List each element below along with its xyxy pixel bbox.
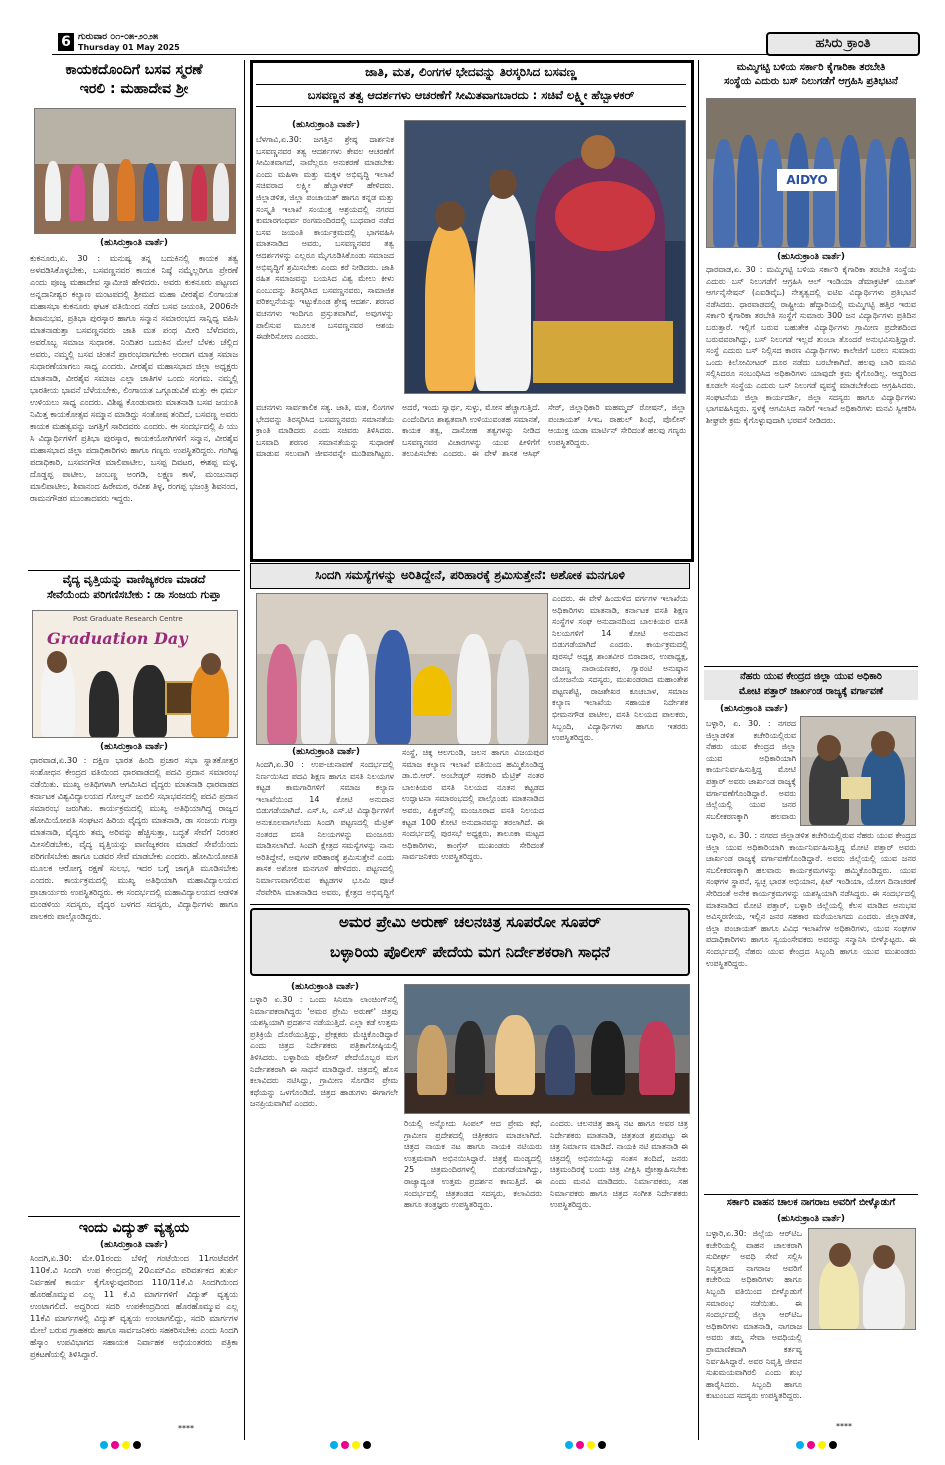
article-body-mid: ರಿಯಲ್ಲಿ ಅನ್ನೋದು ಸಿಂಪಲ್ ಆದ ಪ್ರೇಮ ಕಥೆ, ಗ್ರಾಮೀಣ ಪ್ರದೇಶದಲ್ಲಿ ಚಿತ್ರೀಕರಣ ಮಾಡಲಾಗಿದೆ. ಚಿತ್ರದ ನಾಯಕ ನಟ ಹಾಗೂ ನಾಯಕಿ ನಟಿಯರು ಉತ್ತಮವಾಗಿ ಅಭಿನಯಿಸಿದ್ದಾರೆ. ಚಿತ್ರಕ್ಕೆ ಮಂಡ್ಯದಲ್ಲಿ 25 ಚಿತ್ರಮಂದಿರಗಳಲ್ಲಿ ಬಿಡುಗಡೆಯಾಗಿದ್ದು, ರಾಜ್ಯಾದ್ಯಂತ ಉತ್ತಮ ಪ್ರದರ್ಶನ ಕಾಣುತ್ತಿದೆ. ಈ ಸಂದರ್ಭದಲ್ಲಿ ಚಿತ್ರತಂಡದ ಸದಸ್ಯರು, ಕಲಾವಿದರು ಹಾಗೂ ತಂತ್ರಜ್ಞರು ಉಪಸ್ಥಿತರಿದ್ದರು.	[404, 1119, 542, 1210]
article-divider	[28, 570, 240, 571]
farewell-photo	[808, 1228, 916, 1330]
byline: (ಹುಸಿರುಕ್ರಾಂತಿ ವಾರ್ತೆ)	[720, 704, 788, 714]
article-body: ಕುಕನೂರು,ಏ. 30 : ಮನುಷ್ಯ ತನ್ನ ಬದುಕಿನಲ್ಲಿ ಕಾಯಕ ತತ್ವ ಅಳವಡಿಸಿಕೊಳ್ಳಬೇಕು, ಬಸವಣ್ಣನವರ ಕಾಯಕ ನಿಷ್ಠೆ ನಮ್ಮೆಲ್ಲರಿಗೂ ಪ್ರೇರಣೆ ಎಂದು ಪೂಜ್ಯ ಮಹಾದೇವ ಸ್ವಾಮೀಜಿ ಹೇಳಿದರು. ಅವರು ಕುಕನೂರು ಪಟ್ಟಣದ ಅನ್ನದಾನೀಶ್ವರ ಕಲ್ಯಾಣ ಮಂಟಪದಲ್ಲಿ ಶ್ರೀಮದ ಮಹಾ ವೀರಶೈವ ಲಿಂಗಾಯತ ಮಹಾಸಭಾ ಕುಕನೂರು ಘಟಕ ವತಿಯಿಂದ ನಡೆದ ಬಸವ ಜಯಂತಿ, 2006ನೇ ಶಿವಾನುಭವ, ಪ್ರತಿಭಾ ಪುರಸ್ಕಾರ ಹಾಗೂ ಸನ್ಮಾನ ಸಮಾರಂಭದ ಸಾನ್ನಿಧ್ಯ ವಹಿಸಿ ಮಾತನಾಡುತ್ತಾ ಬಸವಣ್ಣನವರು ಜಾತಿ ಮತ ಪಂಥ ಮೀರಿ ಬೆಳೆದವರು, ಅವರೊಬ್ಬ ಸಮಾಜ ಸುಧಾರಕ. ನಿಂದಿತರ ಬದುಕಿನ ಮೇಲೆ ಬೆಳಕು ಚೆಲ್ಲಿದ ಅವರು, ನಮ್ಮಲ್ಲಿ ಬಸವ ಚಿಂತನೆ ಪ್ರಾರಂಭವಾಗಬೇಕು ಅಂದಾಗ ಮಾತ್ರ ಸಮಾಜ ಸುಧಾರಣೆಯಾಗಲು ಸಾಧ್ಯ ಎಂದರು. ವೀರಶೈವ ಮಹಾಸಭಾದ ಜಿಲ್ಲಾ ಅಧ್ಯಕ್ಷರು ಮಾತನಾಡಿ, ವೀರಶೈವ ಸಮಾಜ ಎಲ್ಲಾ ಜಾತಿಗಳ ಒಂದು ಸಂಗಮ. ನಮ್ಮಲ್ಲಿ ಭಾರತೀಯ ಭಾವನೆ ಬೆಳೆಯಬೇಕು, ಲಿಂಗಾಯತ ಒಗ್ಗೂಡುವಿಕೆ ಮತ್ತು ಈ ಧರ್ಮ ಉಳಿಯಲು ಸಾಧ್ಯ ಎಂದರು. ವಿಶಿಷ್ಟ ಕೊಂಡುವಾರು ಮಾತನಾಡಿ ಬಸವ ಜಯಂತಿ ನಿಮಿತ್ತ ಕಾಯಕೋತ್ಸವ ಸಮ್ಮಾನ ಮಾಡಿದ್ದು ಸಂತೋಷ ತಂದಿದೆ, ಬಸವಣ್ಣ ಅವರು ಕಾಯಕ ಮಹತ್ವವನ್ನು ಜಗತ್ತಿಗೆ ಸಾರಿದವರು ಎಂದರು. ಈ ಸಂದರ್ಭದಲ್ಲಿ ಪಿ ಯು ಸಿ ವಿದ್ಯಾರ್ಥಿಗಳಿಗೆ ಪ್ರತಿಭಾ ಪುರಸ್ಕಾರ, ಕಾಯಕಯೋಗಿಗಳಿಗೆ ಸನ್ಮಾನ, ವೀರಶೈವ ಮಹಾಸಭಾದ ಜಿಲ್ಲಾ ಪದಾಧಿಕಾರಿಗಳು ಹಾಗೂ ಗಣ್ಯರು ಉಪಸ್ಥಿತರಿದ್ದರು. ಗಂಗಿಷ್ಟ ಪದಾಧಿಕಾರಿ, ಬಸವನಗೌಡ ಮಾಲಿಪಾಟೀಲ, ಬಸಪ್ಪ ದಿವಟರ, ಈಶಪ್ಪ ಮಳ್ಳ, ದೊಡ್ಡಪ್ಪ ಪಾಟೀಲ, ಜಂಬಣ್ಣ ಅಂಗಡಿ, ಲಕ್ಷ್ಮಣ ಕಾಳೆ, ಮಂಜುನಾಥ ಮಾಲಿಪಾಟೀಲ, ಶಿವಾನಂದ ಹಿರೇಮಠ, ರವೀಶ ತಿಳ್ಳ, ರಂಗಪ್ಪ ಭಜಂತ್ರಿ ಶಿವನಂದ, ರಾಮನಗೌಡರ ಮುಂತಾದವರು ಇದ್ದರು.	[30, 253, 238, 504]
article-basava-smarane	[28, 62, 240, 567]
headline-line-2: ಸೇವೆಯೆಂದು ಪರಿಗಣಿಸಬೇಕು : ಡಾ ಸಂಜಯ ಗುಪ್ತಾ	[46, 588, 221, 601]
event-photo	[34, 108, 236, 234]
column-rule	[698, 60, 699, 1440]
headline-line-2: ಇರಲಿ : ಮಹಾದೇವ ಶ್ರೀ	[79, 81, 189, 98]
headline-line-1: ಮಮ್ಮಿಗಟ್ಟಿ ಬಳಿಯ ಸರ್ಕಾರಿ ಕೈಗಾರಿಕಾ ತರಬೇತಿ	[736, 62, 886, 73]
headline-line-1: ನೆಹರು ಯುವ ಕೇಂದ್ರದ ಜಿಲ್ಲಾ ಯುವ ಅಧಿಕಾರಿ	[704, 670, 918, 685]
headline-line-2: ಸಂಸ್ಥೆಯ ಎದುರು ಬಸ್ ನಿಲುಗಡೆಗೆ ಆಗ್ರಹಿಸಿ ಪ್ರತಿಭಟನೆ	[724, 75, 898, 87]
headline: ಇಂದು ವಿದ್ಯುತ್ ವ್ಯತ್ಯಯ	[78, 1220, 190, 1236]
byline: (ಹುಸಿರುಕ್ರಾಂತಿ ವಾರ್ತೆ)	[291, 982, 359, 992]
page-header	[52, 32, 918, 55]
body-continuation: ಬಳ್ಳಾರಿ, ಏ. 30. : ನಗರದ ಜಿಲ್ಲಾಡಳಿತ ಕಚೇರಿಯಲ್ಲಿರುವ ನೆಹರು ಯುವ ಕೇಂದ್ರದ ಜಿಲ್ಲಾ ಯುವ ಅಧಿಕಾರಿಯಾಗಿ ಕಾರ್ಯನಿರ್ವಹಿಸುತ್ತಿದ್ದ ಮೋಟಿ ಪತ್ತಾರ್ ಅವರು ಜಾರ್ಖಂಡ ರಾಜ್ಯಕ್ಕೆ ವರ್ಗಾವಣೆಗೊಂಡಿದ್ದಾರೆ. ಅವರು ಜಿಲ್ಲೆಯಲ್ಲಿ ಯುವ ಜನರ ಸಬಲೀಕರಣಕ್ಕಾಗಿ ಹಲವಾರು ಕಾರ್ಯಕ್ರಮಗಳನ್ನು ಹಮ್ಮಿಕೊಂಡಿದ್ದರು. ಯುವ ಸಂಘಗಳ ಸ್ಥಾಪನೆ, ಸ್ವಚ್ಛ ಭಾರತ ಅಭಿಯಾನ, ಫಿಟ್ ಇಂಡಿಯಾ, ಯೋಗ ದಿನಾಚರಣೆ ಸೇರಿದಂತೆ ಅನೇಕ ಕಾರ್ಯಕ್ರಮಗಳನ್ನು ಯಶಸ್ವಿಯಾಗಿ ನಡೆಸಿದ್ದರು. ಈ ಸಂದರ್ಭದಲ್ಲಿ ಮಾತನಾಡಿದ ಮೋಟಿ ಪತ್ತಾರ್, ಬಳ್ಳಾರಿ ಜಿಲ್ಲೆಯಲ್ಲಿ ಕೆಲಸ ಮಾಡಿದ ಅನುಭವ ಅವಿಸ್ಮರಣೀಯ, ಇಲ್ಲಿನ ಜನರ ಸಹಕಾರ ಮರೆಯಲಾಗದು ಎಂದರು. ಜಿಲ್ಲಾಡಳಿತ, ಜಿಲ್ಲಾ ಪಂಚಾಯತ್ ಹಾಗೂ ವಿವಿಧ ಇಲಾಖೆಗಳ ಅಧಿಕಾರಿಗಳು, ಯುವ ಸಂಘಗಳ ಪದಾಧಿಕಾರಿಗಳು ಹಾಗೂ ಸ್ವಯಂಸೇವಕರು ಅವರನ್ನು ಸನ್ಮಾನಿಸಿ ಬೀಳ್ಕೊಟ್ಟರು. ಈ ಸಂದರ್ಭದಲ್ಲಿ ನೆಹರು ಯುವ ಕೇಂದ್ರದ ಸಿಬ್ಬಂದಿ ಹಾಗೂ ಯುವ ಮುಖಂಡರು ಉಪಸ್ಥಿತರಿದ್ದರು.	[706, 831, 916, 968]
byline: (ಹುಸಿರುಕ್ರಾಂತಿ ವಾರ್ತೆ)	[100, 1240, 168, 1250]
article-body: ಧಾರವಾಡ,ಏ.30 : ದಕ್ಷಿಣ ಭಾರತ ಹಿಂದಿ ಪ್ರಚಾರ ಸಭಾ ಸ್ನಾತಕೋತ್ತರ ಸಂಶೋಧನ ಕೇಂದ್ರದ ವತಿಯಿಂದ ಧಾರವಾಡದಲ್ಲಿ ಪದವಿ ಪ್ರದಾನ ಸಮಾರಂಭ ನಡೆಯಿತು. ಮುಖ್ಯ ಅತಿಥಿಗಳಾಗಿ ಆಗಮಿಸಿದ ವೈದ್ಯರು ಮಾತನಾಡಿ ಧಾರವಾಡದ ಕರ್ನಾಟಕ ವಿಶ್ವವಿದ್ಯಾಲಯದ ಗೋಲ್ಡನ್ ಜುಬಿಲಿ ಸಭಾಭವನದಲ್ಲಿ ಪದವಿ ಪ್ರದಾನ ಸಮಾರಂಭ ಜರುಗಿತು. ಕಾರ್ಯಕ್ರಮದಲ್ಲಿ ಮುಖ್ಯ ಅತಿಥಿಯಾಗಿದ್ದ ರಾಜ್ಯದ ಹೋಮಿಯೋಪತಿ ಸಂಘಟನ ಹಿರಿಯ ವೈದ್ಯರು ಮಾತನಾಡಿ, ಡಾ ಸಂಜಯ ಗುಪ್ತಾ ಮಾತನಾಡಿ, ವೈದ್ಯರು ತಮ್ಮ ಅರಿವನ್ನು ಹೆಚ್ಚಿಸುತ್ತಾ, ಬದ್ಧತೆ ಸೇವೆಗೆ ನಿರಂತರ ಮೀಸಲಿಡಬೇಕು, ವೈದ್ಯ ವೃತ್ತಿಯನ್ನು ವಾಣಿಜ್ಯಕರಣ ಮಾಡದೆ ಸೇವೆಯೆಂದು ಪರಿಗಣಿಸಬೇಕು ಹಾಗೂ ಬಡವರ ಸೇವೆ ಮಾಡಬೇಕು ಎಂದರು. ಹೋಮಿಯೋಪತಿ ಮೂಲಕ ಆರೋಗ್ಯ ರಕ್ಷಣೆ ಸುಲಭ, ಇದರ ಬಗ್ಗೆ ಜಾಗೃತಿ ಮೂಡಿಸಬೇಕು ಎಂದರು. ಕಾರ್ಯಕ್ರಮದಲ್ಲಿ ಮುಖ್ಯ ಅತಿಥಿಯಾಗಿ ಮಹಾವಿದ್ಯಾಲಯದ ಪ್ರಾಚಾರ್ಯರು ಉಪಸ್ಥಿತರಿದ್ದರು. ಈ ಸಂದರ್ಭದಲ್ಲಿ ಮಹಾವಿದ್ಯಾಲಯದ ಆಡಳಿತ ಮಂಡಳಿಯ ಸದಸ್ಯರು, ವೈದ್ಯರ ಬಳಗದ ಸದಸ್ಯರು, ವಿದ್ಯಾರ್ಥಿಗಳು ಹಾಗೂ ಪಾಲಕರು ಪಾಲ್ಗೊಂಡಿದ್ದರು.	[30, 755, 238, 922]
date-kannada: ಗುರುವಾರ ೦೧-೦೫-೨೦೨೫	[78, 32, 158, 42]
byline: (ಹುಸಿರುಕ್ರಾಂತಿ ವಾರ್ತೆ)	[100, 742, 168, 752]
article-body: ಧಾರವಾಡ,ಏ. 30 : ಮಮ್ಮಿಗಟ್ಟಿ ಬಳಿಯ ಸರ್ಕಾರಿ ಕೈಗಾರಿಕಾ ತರಬೇತಿ ಸಂಸ್ಥೆಯ ಎದುರು ಬಸ್ ನಿಲುಗಡೆಗೆ ಆಗ್ರಹಿಸಿ ಆಲ್ ಇಂಡಿಯಾ ಡೆಮಾಕ್ರಟಿಕ್ ಯೂತ್ ಆರ್ಗನೈಸೇಷನ್ (ಎಐಡಿವೈಒ) ನೇತೃತ್ವದಲ್ಲಿ ಐಟಿಐ ವಿದ್ಯಾರ್ಥಿಗಳು ಪ್ರತಿಭಟನೆ ನಡೆಸಿದರು. ಧಾರವಾಡದಲ್ಲಿ ರಾಷ್ಟ್ರೀಯ ಹೆದ್ದಾರಿಯಲ್ಲಿ ಮಮ್ಮಿಗಟ್ಟಿ ಹತ್ತಿರ ಇರುವ ಸರ್ಕಾರಿ ಕೈಗಾರಿಕಾ ತರಬೇತಿ ಸಂಸ್ಥೆಗೆ ಸುಮಾರು 300 ಜನ ವಿದ್ಯಾರ್ಥಿಗಳು ಪ್ರತಿದಿನ ಬರುತ್ತಾರೆ. ಇಲ್ಲಿಗೆ ಬರುವ ಬಹುತೇಕ ವಿದ್ಯಾರ್ಥಿಗಳು ಗ್ರಾಮೀಣ ಪ್ರದೇಶದಿಂದ ಬರುವವರಾಗಿದ್ದು, ಬಸ್ ನಿಲುಗಡೆ ಇಲ್ಲದೆ ತುಂಬಾ ತೊಂದರೆ ಅನುಭವಿಸುತ್ತಿದ್ದಾರೆ. ಸಂಸ್ಥೆ ಎದುರು ಬಸ್ ನಿಲ್ಲಿಸದ ಕಾರಣ ವಿದ್ಯಾರ್ಥಿಗಳು ಕಾಲೇಜಿಗೆ ಬರಲು ಸುಮಾರು ಒಂದು ಕಿಲೋಮೀಟರ್ ದೂರ ನಡೆದು ಬರಬೇಕಾಗಿದೆ. ಹಲವು ಬಾರಿ ಮನವಿ ಸಲ್ಲಿಸಿದರೂ ಸಂಬಂಧಿಸಿದ ಅಧಿಕಾರಿಗಳು ಯಾವುದೇ ಕ್ರಮ ಕೈಗೊಂಡಿಲ್ಲ. ಆದ್ದರಿಂದ ಕೂಡಲೇ ಸಂಸ್ಥೆಯ ಎದುರು ಬಸ್ ನಿಲುಗಡೆ ವ್ಯವಸ್ಥೆ ಮಾಡಬೇಕೆಂದು ಆಗ್ರಹಿಸಿದರು. ಸಂಘಟನೆಯ ಜಿಲ್ಲಾ ಕಾರ್ಯದರ್ಶಿ, ಜಿಲ್ಲಾ ಸದಸ್ಯರು ಹಾಗೂ ವಿದ್ಯಾರ್ಥಿಗಳು ಭಾಗವಹಿಸಿದ್ದರು. ಸ್ಥಳಕ್ಕೆ ಆಗಮಿಸಿದ ಸಾರಿಗೆ ಇಲಾಖೆ ಅಧಿಕಾರಿಗಳು ಮನವಿ ಸ್ವೀಕರಿಸಿ ಶೀಘ್ರವೇ ಕ್ರಮ ಕೈಗೊಳ್ಳುವುದಾಗಿ ಭರವಸೆ ನೀಡಿದರು.	[706, 265, 916, 425]
byline: (ಹುಸಿರುಕ್ರಾಂತಿ ವಾರ್ತೆ)	[292, 120, 360, 130]
article-iti-protest	[704, 62, 918, 662]
article-vaidya-vritti	[28, 574, 240, 934]
article-body-mid: ಸಂಸ್ಥೆ, ಚಿಕ್ಕ ಆಲಗುಂಡಿ, ಜಲನ ಹಾಗೂ ವಿಜಯಪುರ ಸಮಾಜ ಕಲ್ಯಾಣ ಇಲಾಖೆ ವತಿಯಿಂದ ಹಮ್ಮಿಕೊಂಡಿದ್ದ ಡಾ.ಬಿ.ಆರ್. ಅಂಬೇಡ್ಕರ್ ಸರಕಾರಿ ಮೆಟ್ರಿಕ್ ನಂತರ ಬಾಲಕಿಯರ ವಸತಿ ನಿಲಯದ ನೂತನ ಕಟ್ಟಡದ ಉದ್ಘಾಟನಾ ಸಮಾರಂಭದಲ್ಲಿ ಪಾಲ್ಗೊಂಡು ಮಾತನಾಡಿದ ಅವರು, ಪಿಕ್ಚರ್‌ನಲ್ಲಿ ಮಂಜೂರಾದ ವಸತಿ ನಿಲಯದ ಕಟ್ಟಡ 100 ಕೋಟಿ ಅನುದಾನವನ್ನು ತರಲಾಗಿದೆ. ಈ ಸಂದರ್ಭದಲ್ಲಿ ಪುರಸಭೆ ಅಧ್ಯಕ್ಷರು, ತಾಲೂಕಾ ಮಟ್ಟದ ಅಧಿಕಾರಿಗಳು, ಕಾಂಗ್ರೆಸ್ ಮುಖಂಡರು ಸೇರಿದಂತೆ ಸಾರ್ವಜನಿಕರು ಉಪಸ್ಥಿತರಿದ್ದರು.	[402, 748, 544, 862]
minister-garlanding-photo	[404, 120, 686, 394]
article-nehru-yuva-kendra	[704, 670, 918, 1190]
article-body-left: ಸಿಂದಗಿ,ಏ.30 : ಉಪ-ಚುನಾವಣೆ ಸಂದರ್ಭದಲ್ಲಿ ನಿರ್ಣಯಿಸಿದ ಪದವಿ ಶಿಕ್ಷಣ ಹಾಗೂ ವಸತಿ ನಿಲಯಗಳ ಕಟ್ಟಡ ಕಾಮಗಾರಿಗಳಿಗೆ ಸಮಾಜ ಕಲ್ಯಾಣ ಇಲಾಖೆಯಿಂದ 14 ಕೋಟಿ ಅನುದಾನ ಬಿಡುಗಡೆಯಾಗಿದೆ. ಎಸ್.ಸಿ, ಎಸ್.ಟಿ ವಿದ್ಯಾರ್ಥಿಗಳಿಗೆ ಅನುಕೂಲವಾಗಲೆಂದು ಸಿಂದಗಿ ಪಟ್ಟಣದಲ್ಲಿ ಮೆಟ್ರಿಕ್ ನಂತರದ ವಸತಿ ನಿಲಯಗಳನ್ನು ಮಂಜೂರು ಮಾಡಿಸಲಾಗಿದೆ. ಸಿಂದಗಿ ಕ್ಷೇತ್ರದ ಸಮಸ್ಯೆಗಳನ್ನು ನಾನು ಅರಿತಿದ್ದೇನೆ, ಅವುಗಳ ಪರಿಹಾರಕ್ಕೆ ಶ್ರಮಿಸುತ್ತೇನೆ ಎಂದು ಶಾಸಕ ಅಶೋಕ ಮನಗೂಳಿ ಹೇಳಿದರು. ಪಟ್ಟಣದಲ್ಲಿ ನಿರ್ಮಾಣವಾಗಲಿರುವ ಕಟ್ಟಡಗಳ ಭೂಮಿ ಪೂಜೆ ನೆರವೇರಿಸಿ ಮಾತನಾಡಿದ ಅವರು, ಕ್ಷೇತ್ರದ ಅಭಿವೃದ್ಧಿಗೆ	[256, 760, 394, 897]
headline-line-2: ಮೋಟಿ ಪತ್ತಾರ್ ಜಾರ್ಖಂಡ ರಾಜ್ಯಕ್ಕೆ ವರ್ಗಾವಣೆ	[704, 685, 918, 700]
headline: ಸರ್ಕಾರಿ ವಾಹನ ಚಾಲಕ ನಾಗರಾಜ ಅವರಿಗೆ ಬೀಳ್ಕೊಡುಗೆ	[726, 1197, 896, 1208]
article-body-bottom: ವಚನಗಳು ಸಾರ್ವಕಾಲಿಕ ಸತ್ಯ. ಜಾತಿ, ಮತ, ಲಿಂಗಗಳ ಭೇದವನ್ನು ತಿರಸ್ಕರಿಸಿದ ಬಸವಣ್ಣನವರು ಸಮಾನತೆಯ ಕ್ರಾಂತಿ ಮಾಡಿದರು ಎಂದು ಸಚಿವರು ತಿಳಿಸಿದರು. ಬಸವಾದಿ ಶರಣರ ಸಮಾನತೆಯನ್ನು ಸುಧಾರಣೆ ಮಾಡುವ ಸಲುವಾಗಿ ಜೀವನವನ್ನೇ ಮುಡಿಪಾಗಿಟ್ಟರು. ಅದರೆ, ಇಂದು ಸ್ವಾರ್ಥ, ಸುಳ್ಳು, ಮೋಸ ಹೆಚ್ಚಾಗುತ್ತಿದೆ. ಎಂದೆಂದಿಗೂ ಶಾಶ್ವತವಾಗಿ ಉಳಿಯುವಂತಹ ಸಮಾನತೆ, ಕಾಯಕ ತತ್ವ, ದಾಸೋಹ ತತ್ವಗಳನ್ನು ನೀಡಿದ ಬಸವಣ್ಣನವರ ವಿಚಾರಗಳನ್ನು ಯುವ ಪೀಳಿಗೆಗೆ ತಲುಪಿಸಬೇಕು ಎಂದರು. ಈ ವೇಳೆ ಶಾಸಕ ಆಸಿಫ್ ಸೇಠ್, ಜಿಲ್ಲಾಧಿಕಾರಿ ಮಹಮ್ಮದ್ ರೋಷನ್, ಜಿಲ್ಲಾ ಪಂಚಾಯತ್ ಸಿಇಒ ರಾಹುಲ್ ಶಿಂಧೆ, ಪೊಲೀಸ್ ಆಯುಕ್ತ ಯಡಾ ಮಾರ್ಟಿನ್ ಸೇರಿದಂತೆ ಹಲವು ಗಣ್ಯರು ಉಪಸ್ಥಿತರಿದ್ದರು.	[256, 403, 686, 459]
article-body-right: ಎಂದರು. ಈ ವೇಳೆ ಹಿಂದುಳಿದ ವರ್ಗಗಳ ಇಲಾಖೆಯ ಅಧಿಕಾರಿಗಳು ಮಾತನಾಡಿ, ಕರ್ನಾಟಕ ವಸತಿ ಶಿಕ್ಷಣ ಸಂಸ್ಥೆಗಳ ಸಂಘ ಅನುದಾನದಿಂದ ಬಾಲಕಿಯರ ವಸತಿ ನಿಲಯಗಳಿಗೆ 14 ಕೋಟಿ ಅನುದಾನ ಬಿಡುಗಡೆಯಾಗಿದೆ ಎಂದರು. ಕಾರ್ಯಕ್ರಮದಲ್ಲಿ ಪುರಸಭೆ ಅಧ್ಯಕ್ಷ ಶಾಂತವೀರ ಬಿರಾದಾರ, ಉಪಾಧ್ಯಕ್ಷ, ರಾಜಣ್ಣ ನಾರಾಯಣಕರ, ಗ್ಯಾರಂಟಿ ಅನುಷ್ಠಾನ ಯೋಜನೆಯ ಸದಸ್ಯರು, ಮುಖಂಡರಾದ ಮಹಾಂತೇಶ ಪಟ್ಟಣಶೆಟ್ಟಿ, ರಾಜಶೇಖರ ಕೂಚಬಾಳ, ಸಮಾಜ ಕಲ್ಯಾಣ ಇಲಾಖೆಯ ಸಹಾಯಕ ನಿರ್ದೇಶಕ ಭೀಮನಗೌಡ ಪಾಟೀಲ, ವಸತಿ ನಿಲಯದ ಪಾಲಕರು, ಸಿಬ್ಬಂದಿ, ವಿದ್ಯಾರ್ಥಿಗಳು ಹಾಗೂ ಇತರರು ಉಪಸ್ಥಿತರಿದ್ದರು.	[552, 594, 688, 743]
protest-photo	[706, 98, 916, 248]
graduation-day-text: Graduation Day	[47, 629, 188, 648]
byline: (ಹುಸಿರುಕ್ರಾಂತಿ ವಾರ್ತೆ)	[100, 238, 168, 248]
page-number: 6	[58, 33, 74, 51]
placard: AIDYO	[777, 169, 837, 191]
article-sindagi	[250, 563, 690, 903]
article-body-left: ಬಳ್ಳಾರಿ ಏ.30 : ಒಂದು ಸಿನಿಮಾ ಲಾಂಚಿಂಗ್‌ನಲ್ಲಿ ನಿರ್ಮಾಪಕರಾಗಿದ್ದರು 'ಅಮರ ಪ್ರೇಮಿ ಅರುಣ್' ಚಿತ್ರವು ಯಶಸ್ವಿಯಾಗಿ ಪ್ರದರ್ಶನ ನಡೆಯುತ್ತಿದೆ. ಎಲ್ಲಾ ಕಡೆ ಉತ್ತಮ ಪ್ರತಿಕ್ರಿಯೆ ದೊರೆಯುತ್ತಿದ್ದು, ಪ್ರೇಕ್ಷಕರು ಮೆಚ್ಚಿಕೊಂಡಿದ್ದಾರೆ ಎಂದು ಚಿತ್ರದ ನಿರ್ದೇಶಕರು ಪತ್ರಿಕಾಗೋಷ್ಠಿಯಲ್ಲಿ ತಿಳಿಸಿದರು. ಬಳ್ಳಾರಿಯ ಪೊಲೀಸ್ ಪೇದೆಯೊಬ್ಬರ ಮಗ ನಿರ್ದೇಶಕರಾಗಿ ಈ ಸಾಧನೆ ಮಾಡಿದ್ದಾರೆ. ಚಿತ್ರದಲ್ಲಿ ಹೊಸ ಕಲಾವಿದರು ನಟಿಸಿದ್ದು, ಗ್ರಾಮೀಣ ಸೊಗಡಿನ ಪ್ರೇಮ ಕಥೆಯನ್ನು ಒಳಗೊಂಡಿದೆ. ಚಿತ್ರದ ಹಾಡುಗಳು ಈಗಾಗಲೇ ಜನಪ್ರಿಯವಾಗಿವೆ ಎಂದರು.	[250, 995, 398, 1109]
headline: ಸಿಂದಗಿ ಸಮಸ್ಯೆಗಳನ್ನು ಅರಿತಿದ್ದೇನೆ, ಪರಿಹಾರಕ್ಕೆ ಶ್ರಮಿಸುತ್ತೇನೆ: ಅಶೋಕ ಮನಗೂಳಿ	[250, 563, 690, 589]
article-divider	[250, 904, 690, 905]
article-driver-farewell	[704, 1198, 918, 1438]
article-body-right: ಎಂದರು. ಚಲನಚಿತ್ರ ಹಾಸ್ಯ ನಟ ಹಾಗೂ ಅವರ ಚಿತ್ರ ನಿರ್ದೇಶಕರು ಮಾತನಾಡಿ, ಚಿತ್ರತಂಡ ಶ್ರಮಪಟ್ಟು ಈ ಚಿತ್ರ ನಿರ್ಮಾಣ ಮಾಡಿದೆ. ನಾಯಕಿ ನಟಿ ಮಾತನಾಡಿ ಈ ಚಿತ್ರದಲ್ಲಿ ಅಭಿನಯಿಸಿದ್ದು ಸಂತಸ ತಂದಿದೆ, ಜನರು ಚಿತ್ರಮಂದಿರಕ್ಕೆ ಬಂದು ಚಿತ್ರ ವೀಕ್ಷಿಸಿ ಪ್ರೋತ್ಸಾಹಿಸಬೇಕು ಎಂದು ಮನವಿ ಮಾಡಿದರು. ನಿರ್ಮಾಪಕರು, ಸಹ ನಿರ್ಮಾಪಕರು ಹಾಗೂ ಚಿತ್ರದ ಸಂಗೀತ ನಿರ್ದೇಶಕರು ಉಪಸ್ಥಿತರಿದ್ದರು.	[550, 1119, 688, 1210]
article-divider	[704, 1194, 918, 1195]
banner-text: Post Graduate Research Centre	[73, 615, 183, 623]
byline: (ಹುಸಿರುಕ್ರಾಂತಿ ವಾರ್ತೆ)	[777, 1214, 845, 1224]
felicitation-photo	[800, 716, 916, 826]
article-body-left: ಬಳ್ಳಾರಿ,ಏ.30: ಜಿಲ್ಲೆಯ ಆರ್‌ಟಿಒ ಕಚೇರಿಯಲ್ಲಿ ವಾಹನ ಚಾಲಕರಾಗಿ ಸುದೀರ್ಘ ಅವಧಿ ಸೇವೆ ಸಲ್ಲಿಸಿ ನಿವೃತ್ತರಾದ ನಾಗರಾಜ ಅವರಿಗೆ ಕಚೇರಿಯ ಅಧಿಕಾರಿಗಳು ಹಾಗೂ ಸಿಬ್ಬಂದಿ ವತಿಯಿಂದ ಬೀಳ್ಕೊಡುಗೆ ಸಮಾರಂಭ ನಡೆಯಿತು. ಈ ಸಂದರ್ಭದಲ್ಲಿ ಜಿಲ್ಲಾ ಆರ್‌ಟಿಒ ಅಧಿಕಾರಿಗಳು ಮಾತನಾಡಿ, ನಾಗರಾಜ ಅವರು ತಮ್ಮ ಸೇವಾ ಅವಧಿಯಲ್ಲಿ ಪ್ರಾಮಾಣಿಕವಾಗಿ ಕರ್ತವ್ಯ ನಿರ್ವಹಿಸಿದ್ದಾರೆ. ಅವರ ನಿವೃತ್ತಿ ಜೀವನ ಸುಖಮಯವಾಗಿರಲಿ ಎಂದು ಶುಭ ಹಾರೈಸಿದರು. ಸಿಬ್ಬಂದಿ ಹಾಗೂ ಕುಟುಂಬದ ಸದಸ್ಯರು ಉಪಸ್ಥಿತರಿದ್ದರು.	[706, 1229, 802, 1401]
headline-line-1: ಅಮರ ಪ್ರೇಮಿ ಅರುಣ್ ಚಲನಚಿತ್ರ ಸೂಪರೋ ಸೂಪರ್	[339, 913, 601, 931]
headline-line-2: ಬಳ್ಳಾರಿಯ ಪೊಲೀಸ್ ಪೇದೆಯ ಮಗ ನಿರ್ದೇಶಕರಾಗಿ ಸಾಧನೆ	[330, 943, 610, 961]
article-divider	[28, 1216, 240, 1217]
column-rule	[244, 60, 245, 1440]
headline: ಬಸವಣ್ಣನ ತತ್ವ ಆದರ್ಶಗಳು ಆಚರಣೆಗೆ ಸೀಮಿತವಾಗಬಾರದು : ಸಚಿವೆ ಲಕ್ಷ್ಮೀ ಹೆಬ್ಬಾಳಕರ್	[256, 84, 686, 107]
graduation-photo	[32, 610, 238, 738]
headline-line-1: ವೈದ್ಯ ವೃತ್ತಿಯನ್ನು ವಾಣಿಜ್ಯಕರಣ ಮಾಡದೆ	[62, 573, 206, 586]
byline: (ಹುಸಿರುಕ್ರಾಂತಿ ವಾರ್ತೆ)	[292, 747, 360, 757]
inauguration-photo	[256, 593, 548, 745]
masthead: ಹಸಿರು ಕ್ರಾಂತಿ	[766, 32, 920, 56]
article-basavanna	[256, 64, 686, 554]
article-divider	[704, 666, 918, 667]
article-body: ಬಳ್ಳಾರಿ, ಏ. 30. : ನಗರದ ಜಿಲ್ಲಾಡಳಿತ ಕಚೇರಿಯಲ್ಲಿರುವ ನೆಹರು ಯುವ ಕೇಂದ್ರದ ಜಿಲ್ಲಾ ಯುವ ಅಧಿಕಾರಿಯಾಗಿ ಕಾರ್ಯನಿರ್ವಹಿಸುತ್ತಿದ್ದ ಮೋಟಿ ಪತ್ತಾರ್ ಅವರು ಜಾರ್ಖಂಡ ರಾಜ್ಯಕ್ಕೆ ವರ್ಗಾವಣೆಗೊಂಡಿದ್ದಾರೆ. ಅವರು ಜಿಲ್ಲೆಯಲ್ಲಿ ಯುವ ಜನರ ಸಬಲೀಕರಣಕ್ಕಾಗಿ ಹಲವಾರು	[706, 719, 796, 821]
end-mark: ****	[178, 1424, 194, 1433]
article-body-continued	[706, 830, 916, 1186]
end-mark: ****	[836, 1422, 852, 1431]
byline: (ಹುಸಿರುಕ್ರಾಂತಿ ವಾರ್ತೆ)	[777, 252, 845, 262]
article-amara-premi-arun	[250, 908, 690, 1440]
headline-line-1: ಕಾಯಕದೊಂದಿಗೆ ಬಸವ ಸ್ಮರಣೆ	[65, 62, 203, 78]
kicker: ಜಾತಿ, ಮತ, ಲಿಂಗಗಳ ಭೇದವನ್ನು ತಿರಸ್ಕರಿಸಿದ ಬಸವಣ್ಣ	[365, 65, 577, 79]
article-vidyut-vyatyaya	[28, 1220, 240, 1438]
article-body-top: ಬೆಳಗಾವಿ,ಏ.30: ಜಗತ್ತಿನ ಶ್ರೇಷ್ಠ ದಾರ್ಶನಿಕ ಬಸವಣ್ಣನವರ ತತ್ವ ಆದರ್ಶಗಳು ಕೇವಲ ಆಚರಣೆಗೆ ಸೀಮಿತವಾಗದೆ, ನಾವೆಲ್ಲರೂ ಅನುಕರಣೆ ಮಾಡಬೇಕು ಎಂದು ಮಹಿಳಾ ಮತ್ತು ಮಕ್ಕಳ ಅಭಿವೃದ್ಧಿ ಇಲಾಖೆ ಸಚಿವರಾದ ಲಕ್ಷ್ಮೀ ಹೆಬ್ಬಾಳಕರ್ ಹೇಳಿದರು. ಜಿಲ್ಲಾಡಳಿತ, ಜಿಲ್ಲಾ ಪಂಚಾಯತ್ ಹಾಗೂ ಕನ್ನಡ ಮತ್ತು ಸಂಸ್ಕೃತಿ ಇಲಾಖೆ ಸಂಯುಕ್ತ ಆಶ್ರಯದಲ್ಲಿ ನಗರದ ಕುಮಾರಗಂಧರ್ವ ರಂಗಮಂದಿರದಲ್ಲಿ ಬುಧವಾರ ನಡೆದ ಬಸವ ಜಯಂತಿ ಕಾರ್ಯಕ್ರಮದಲ್ಲಿ ಭಾಗವಹಿಸಿ ಮಾತನಾಡಿದ ಅವರು, ಬಸವಣ್ಣನವರ ತತ್ವ ಆದರ್ಶಗಳನ್ನು ಎಲ್ಲರೂ ಮೈಗೂಡಿಸಿಕೊಂಡು ಸಮಾಜದ ಅಭಿವೃದ್ಧಿಗೆ ಶ್ರಮಿಸಬೇಕು ಎಂದು ಕರೆ ನೀಡಿದರು. ಜಾತಿ ರಹಿತ ಸಮಾಜವನ್ನು ಬಯಸಿದ ವಿಶ್ವ ಮೇಲು ಕೀಳು ಎಂಬುದನ್ನು ತಿರಸ್ಕರಿಸಿದ ಬಸವಣ್ಣನವರು, ಸಾಮಾಜಿಕ ಪರಿಕಲ್ಪನೆಯನ್ನು ಇಟ್ಟುಕೊಂಡ ಶ್ರೇಷ್ಠ ಆದರ್ಶ. ಶರಣರ ವಚನಗಳು ಇಂದಿಗೂ ಪ್ರಸ್ತುತವಾಗಿವೆ, ಅವುಗಳನ್ನು ಪಾಲಿಸುವ ಮೂಲಕ ಬಸವಣ್ಣನವರ ಆಶಯ ಈಡೇರಿಸೋಣ ಎಂದರು.	[256, 135, 394, 342]
article-body: ಸಿಂದಗಿ,ಏ.30: ಮೇ.01ರಂದು ಬೆಳಿಗ್ಗೆ ಗಂಟೆಯಿಂದ 11ಗಂಟೆವರೆಗೆ 110ಕೆ.ವಿ ಸಿಂದಗಿ ಉಪ ಕೇಂದ್ರದಲ್ಲಿ 20ಎಮ್‌ವಿಎ ಪರಿವರ್ತಕದ ತುರ್ತು ನಿರ್ವಹಣೆ ಕಾರ್ಯ ಕೈಗೊಳ್ಳುವುದರಿಂದ 110/11ಕೆ.ವಿ ಸಿಂದಗಿಯಿಂದ ಹೊರಹೊಮ್ಮುವ ಎಲ್ಲ 11 ಕೆ.ವಿ ಮಾರ್ಗಗಳಿಗೆ ವಿದ್ಯುತ್ ವ್ಯತ್ಯಯ ಉಂಟಾಗಲಿದೆ. ಅದ್ದರಿಂದ ಸದರಿ ಉಪಕೇಂದ್ರದಿಂದ ಹೊರಹೊಮ್ಮುವ ಎಲ್ಲ 11ಕೆವಿ ಮಾರ್ಗಗಳಲ್ಲಿ ವಿದ್ಯುತ್ ವ್ಯತ್ಯಯ ಉಂಟಾಗಲಿದ್ದು, ಸದರಿ ಮಾರ್ಗಗಳ ಮೇಲೆ ಬರುವ ಗ್ರಾಹಕರು ಹಾಗೂ ಸಾರ್ವಜನಿಕರು ಸಹಕರಿಸಬೇಕು ಎಂದು ಸಿಂದಗಿ ಹೆಸ್ಕಾಂ ಉಪವಿಭಾಗದ ಸಹಾಯಕ ನಿರ್ವಾಹಕ ಅಭಿಯಂತರರು ಪತ್ರಿಕಾ ಪ್ರಕಟಣೆಯಲ್ಲಿ ತಿಳಿಸಿದ್ದಾರೆ.	[30, 1253, 238, 1360]
press-meet-photo	[404, 984, 690, 1114]
registration-marks	[0, 1441, 945, 1455]
date-english: Thursday 01 May 2025	[78, 43, 180, 52]
